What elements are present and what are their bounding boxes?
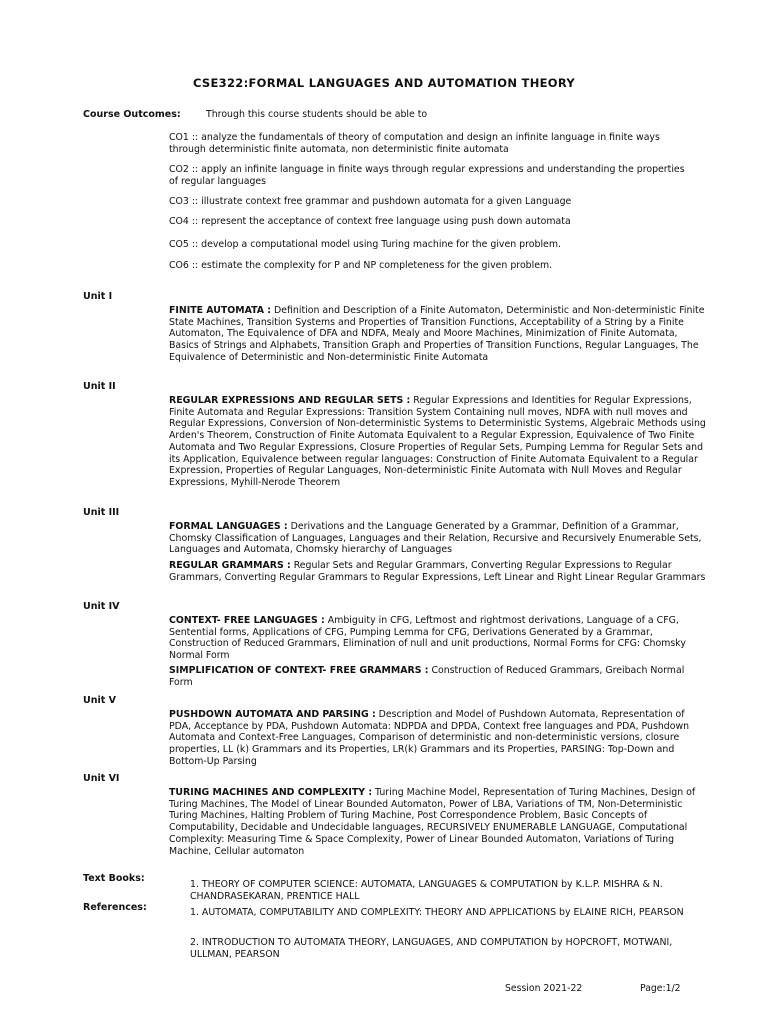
unit-topic [169,560,709,583]
reference-item: 2. INTRODUCTION TO AUTOMATA THEORY, LANGUAGES, AND COMPUTATION by HOPCROFT, MOTWANI, ULLMAN, PEARSON [190,937,673,960]
topic-text: Derivations and the Language Generated by a Grammar, Definition of a Grammar, Chomsky Classification of Languages, Languages and their Relation, Recursive and Recursively Enumerable Sets, Languages and Automata, Chomsky hierarchy of Languages [169,521,702,556]
course-outcome-item: CO3 :: illustrate context free grammar and pushdown automata for a given Language [169,196,572,207]
topic-text: Ambiguity in CFG, Leftmost and rightmost derivations, Language of a CFG, Sentential forms, Applications of CFG, Pumping Lemma for CFG, Derivations Generated by a Grammar, Construction of Reduced Grammars, Elimination of null and unit productions, Normal Forms for CFG: Chomsky Normal Form [169,615,686,662]
course-outcome-item: CO5 :: develop a computational model using Turing machine for the given problem. [169,239,561,250]
unit-label: Unit III [83,507,120,518]
topic-heading: TURING MACHINES AND COMPLEXITY : [169,787,373,798]
unit-topic [169,787,709,857]
unit-label: Unit VI [83,773,120,784]
topic-text: Turing Machine Model, Representation of Turing Machines, Design of Turing Machines, The Model of Linear Bounded Automaton, Power of LBA, Variations of TM, Non-Deterministic Turing Machines, Halting Problem of Turing Machine, Post Correspondence Problem, Basic Concepts of Computability, Decidable and Undecidable languages, RECURSIVELY ENUMERABLE LANGUAGE, Computational Complexity: Measuring Time & Space Complexity, Power of Linear Bounded Automaton, Variations of Turing Machine, Cellular automaton [169,787,696,857]
unit-topic [169,395,709,489]
topic-text: Regular Sets and Regular Grammars, Converting Regular Expressions to Regular Grammars, Converting Regular Grammars to Regular Expressions, Left Linear and Right Linear Regular Grammars [169,560,706,583]
topic-heading: SIMPLIFICATION OF CONTEXT- FREE GRAMMARS : [169,665,429,676]
unit-topic [169,709,709,768]
course-outcome-item: CO4 :: represent the acceptance of context free language using push down automata [169,216,571,227]
topic-heading: CONTEXT- FREE LANGUAGES : [169,615,325,626]
unit-label: Unit IV [83,601,120,612]
unit-label: Unit I [83,291,113,302]
topic-heading: FINITE AUTOMATA : [169,305,272,316]
session-label: Session 2021-22 [505,983,583,994]
course-outcomes-label: Course Outcomes: [83,109,181,120]
topic-text: Regular Expressions and Identities for Regular Expressions, Finite Automata and Regular Expressions: Transition System Containing null moves, NDFA with null moves and Regular Expressions, Conversion of Non-deterministic Systems to Deterministic Systems, Algebraic Methods using Arden's Theorem, Construction of Finite Automata Equivalent to a Regular Expression, Equivalence of Two Finite Automata and Two Regular Expressions, Closure Properties of Regular Sets, Pumping Lemma for Regular Sets and its Application, Equivalence between regular languages: Construction of Finite Automata Equivalent to a Regular Expression, Properties of Regular Languages, Non-deterministic Finite Automata with Null Moves and Regular Expressions, Myhill-Nerode Theorem [169,395,706,488]
course-outcome-item: CO1 :: analyze the fundamentals of theory of computation and design an infinite language in finite ways through deterministic finite automata, non deterministic finite automata [169,132,660,155]
course-outcomes-intro: Through this course students should be able to [206,109,428,120]
course-outcome-item: CO6 :: estimate the complexity for P and NP completeness for the given problem. [169,260,553,271]
unit-label: Unit V [83,695,116,706]
unit-label: Unit II [83,381,116,392]
unit-topic [169,305,709,364]
topic-text: Definition and Description of a Finite Automaton, Deterministic and Non-deterministic Finite State Machines, Transition Systems and Properties of Transition Functions, Acceptability of a String by a Finite Automaton, The Equivalence of DFA and NDFA, Mealy and Moore Machines, Minimization of Finite Automata, Basics of Strings and Alphabets, Transition Graph and Properties of Transition Functions, Regular Languages, The Equivalence of Deterministic and Non-deterministic Finite Automata [169,305,705,363]
topic-heading: REGULAR GRAMMARS : [169,560,291,571]
reference-item: 1. AUTOMATA, COMPUTABILITY AND COMPLEXITY: THEORY AND APPLICATIONS by ELAINE RICH, PEARSON [190,907,684,918]
topic-text: Construction of Reduced Grammars, Greibach Normal Form [169,665,685,688]
text-book-item: 1. THEORY OF COMPUTER SCIENCE: AUTOMATA, LANGUAGES & COMPUTATION by K.L.P. MISHRA & N. CHANDRASEKARAN, PRENTICE HALL [190,879,663,902]
topic-heading: FORMAL LANGUAGES : [169,521,288,532]
references-label: References: [83,902,147,913]
course-outcome-item: CO2 :: apply an infinite language in finite ways through regular expressions and understanding the properties of regular languages [169,164,685,187]
page-title: CSE322:FORMAL LANGUAGES AND AUTOMATION THEORY [192,76,576,90]
unit-topic [169,615,709,662]
page-number: Page:1/2 [640,983,681,994]
topic-text: Description and Model of Pushdown Automata, Representation of PDA, Acceptance by PDA, Pushdown Automata: NDPDA and DPDA, Context free languages and PDA, Pushdown Automata and Context-Free Languages, Comparison of deterministic and non-deterministic versions, closure properties, LL (k) Grammars and its Properties, LR(k) Grammars and its Properties, PARSING: Top-Down and Bottom-Up Parsing [169,709,690,767]
topic-heading: PUSHDOWN AUTOMATA AND PARSING : [169,709,376,720]
topic-heading: REGULAR EXPRESSIONS AND REGULAR SETS : [169,395,411,406]
text-books-label: Text Books: [83,873,145,884]
unit-topic [169,665,709,688]
unit-topic [169,521,709,556]
